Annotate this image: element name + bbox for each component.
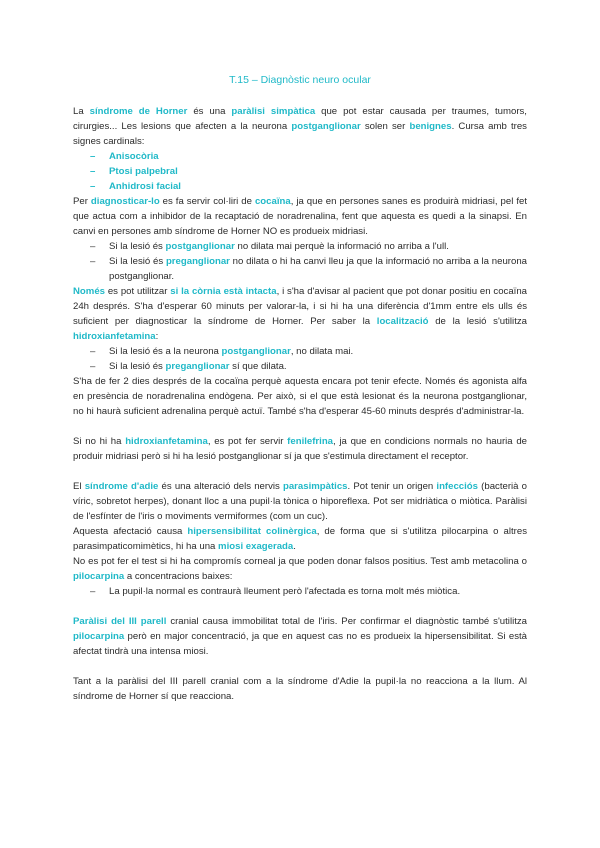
paragraph-phenylephrine: Si no hi ha hidroxianfetamina, es pot fer servir fenilefrina, ja que en condicions normals no hauria de produir midriasi però si hi ha lesió postganglionar sí ja que s'estimula directament el receptor. [73,436,527,462]
list-item: – La pupil·la normal es contraurà lleument però l'afectada es torna molt més miòtica. [73,584,527,599]
list-item: – Anhidrosi facial [73,179,527,194]
cardinal-signs-list [73,149,527,194]
paragraph-conclusion: Tant a la paràlisi del III parell cranial com a la síndrome d'Adie la pupil·la no reacciona a la llum. Al síndrome de Horner sí que reacciona. [73,676,527,702]
paragraph-test: No es pot fer el test si hi ha compromís corneal ja que poden donar falsos positius. Test amb metacolina o pilocarpina a concentracions baixes: [73,556,527,582]
paragraph-adie: El síndrome d'adie és una alteració dels nervis parasimpàtics. Pot tenir un origen infecciós (bacterià o víric, sobretot herpes), donant lloc a una pupil·la tònica o hiporeflexa. Pot ser midriàtica o miòtica. Paràlisi de l'esfínter de l'iris o moviments vermiformes (com un cuc). [73,481,527,522]
hydroxyamphetamine-results-list [73,344,527,374]
paragraph-third-nerve: Paràlisi del III parell cranial causa immobilitat total de l'iris. Per confirmar el diagnòstic també s'utilitza pilocarpina però en major concentració, ja que en aquest cas no es produeix la hipersensibilitat. Si està afectat tindrà una intensa miosi. [73,616,527,657]
list-item: – Anisocòria [73,149,527,164]
list-item: – Si la lesió és preganglionar sí que dilata. [73,359,527,374]
document-body [73,104,527,704]
list-item: – Si la lesió és a la neurona postganglionar, no dilata mai. [73,344,527,359]
paragraph-cornea: Només es pot utilitzar si la còrnia està intacta, i s'ha d'avisar al pacient que pot donar positiu en cocaïna 24h després. S'ha d'esperar 60 minuts per valorar-la, i si hi ha una diferència d'1mm entre els ulls és suficient per diagnosticar la síndrome de Horner. Per saber la localització de la lesió s'utilitza hidroxianfetamina: [73,286,528,342]
paragraph-diagnosis: Per diagnosticar-lo es fa servir col·liri de cocaïna, ja que en persones sanes es produirà midriasi, pel fet que actua com a inhibidor de la recaptació de noradrenalina, fent que aquesta es quedi a la sinapsi. En canvi en persones amb síndrome de Horner NO es produeix midriasi. [73,196,527,237]
paragraph-horner-intro: La síndrome de Horner és una paràlisi simpàtica que pot estar causada per traumes, tumors, cirurgies... Les lesions que afecten a la neurona postganglionar solen ser benignes. Cursa amb tres signes cardinals: [73,106,527,147]
list-item: – Ptosi palpebral [73,164,527,179]
page-title: T.15 – Diagnòstic neuro ocular [229,74,371,86]
pilocarpine-results-list [73,584,527,599]
list-item: – Si la lesió és postganglionar no dilata mai perquè la informació no arriba a l'ull. [73,239,527,254]
list-item: – Si la lesió és preganglionar no dilata o hi ha canvi lleu ja que la informació no arriba a la neurona postganglionar. [73,254,527,284]
cocaine-results-list [73,239,527,284]
paragraph-cholinergic: Aquesta afectació causa hipersensibilitat colinèrgica, de forma que si s'utilitza pilocarpina o altres parasimpaticomimètics, hi ha una miosi exagerada. [73,526,527,552]
paragraph-timing: S'ha de fer 2 dies després de la cocaïna perquè aquesta encara pot tenir efecte. Només és agonista alfa en presència de noradrenalina endògena. Per això, si el que està lesionat és la neurona postganglionar, no hi haurà suficient adrenalina perquè actuï. També s'ha d'esperar 45-60 minuts després d'administrar-la. [73,376,527,417]
